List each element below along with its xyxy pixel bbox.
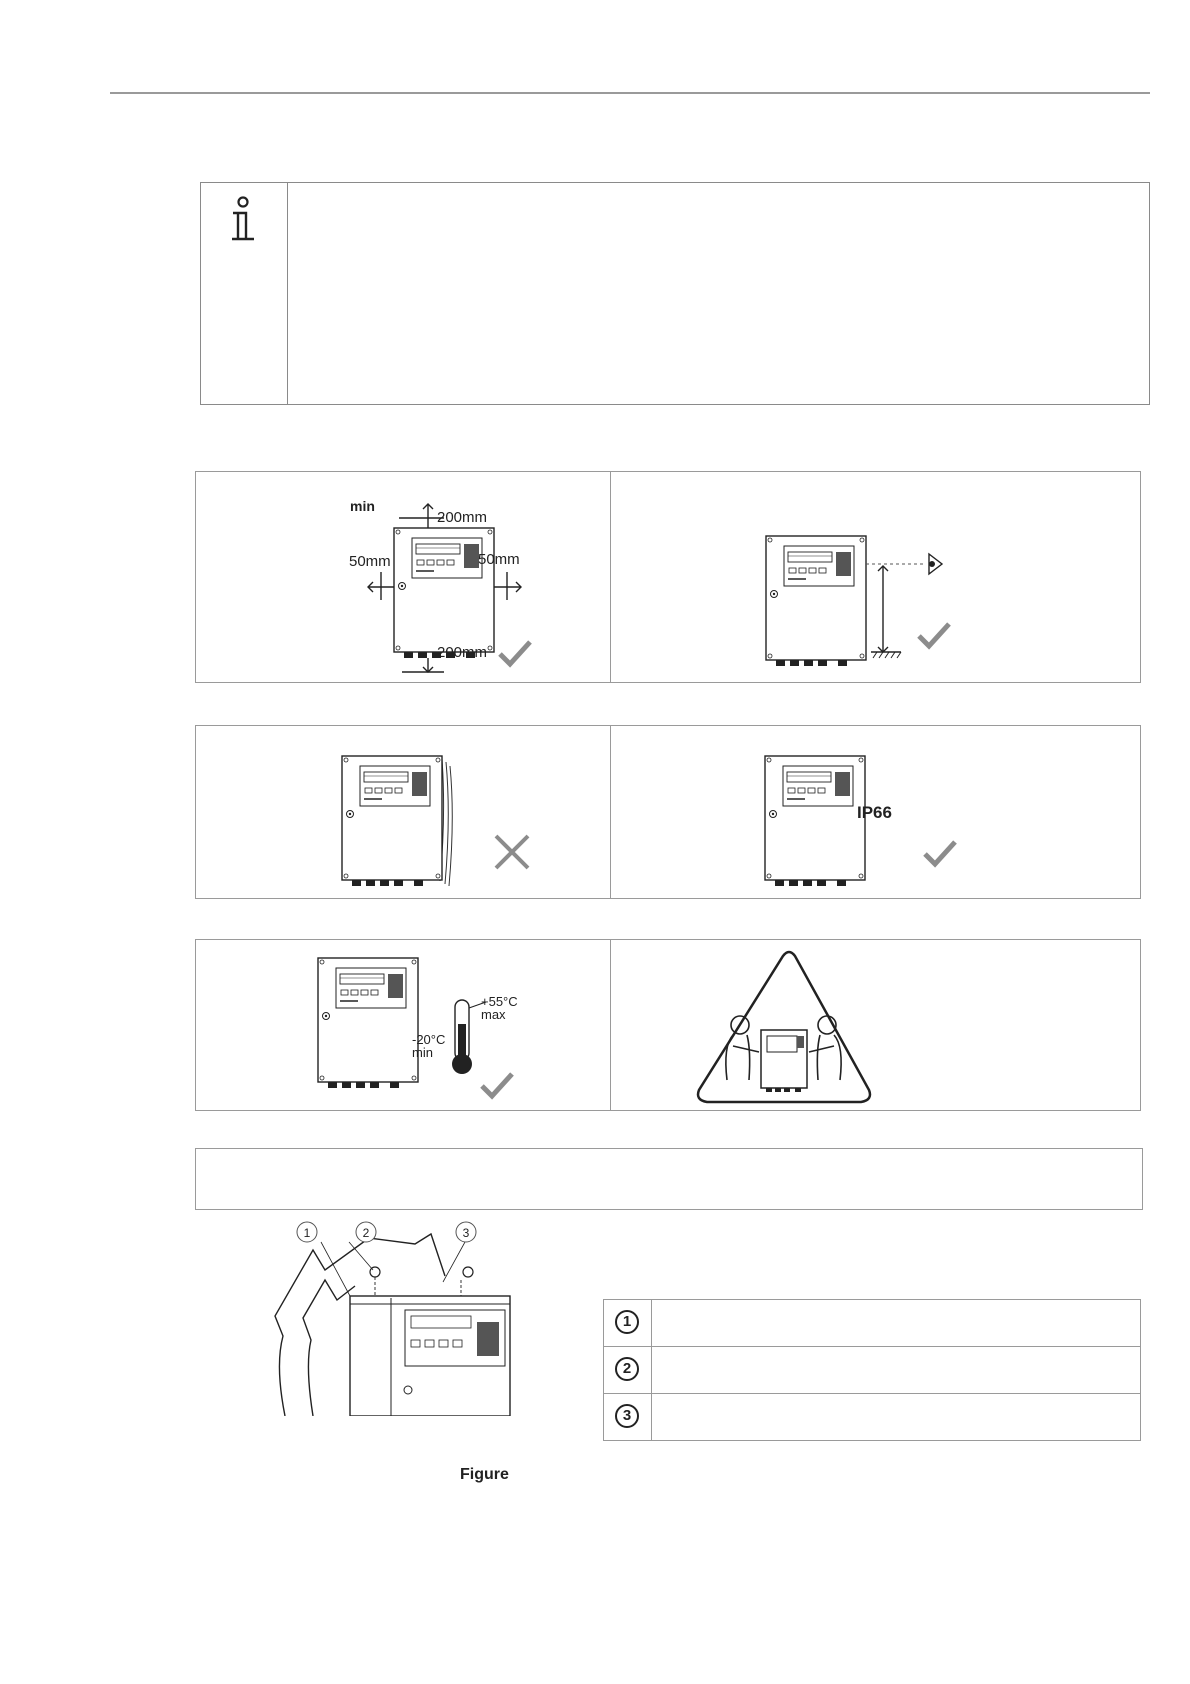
info-icon bbox=[223, 195, 263, 245]
legend-number: 1 bbox=[615, 1310, 639, 1334]
header-rule bbox=[110, 92, 1150, 94]
figure-caption: Figure bbox=[460, 1466, 509, 1483]
thermometer-icon bbox=[452, 1000, 472, 1074]
legend-row-1 bbox=[604, 1300, 1140, 1346]
temperature-max-word: max bbox=[481, 1007, 506, 1022]
installation-figures-row-2 bbox=[195, 725, 1141, 899]
info-divider bbox=[287, 183, 288, 404]
enclosure-drawing bbox=[342, 756, 442, 886]
enclosure-drawing bbox=[394, 528, 494, 658]
legend-number-cell bbox=[604, 1394, 652, 1440]
enclosure-drawing bbox=[766, 536, 866, 666]
check-icon bbox=[500, 642, 530, 664]
viewing-height-figure bbox=[611, 472, 1141, 682]
vibration-figure bbox=[196, 726, 610, 898]
enclosure-drawing bbox=[318, 958, 418, 1088]
clearance-right-value: 50mm bbox=[478, 551, 520, 568]
callout-1-number: 1 bbox=[303, 1226, 311, 1240]
protection-rating-figure bbox=[611, 726, 1141, 898]
callout-3 bbox=[456, 1222, 476, 1242]
wall-mounting-diagram bbox=[265, 1216, 527, 1416]
check-icon bbox=[925, 842, 955, 864]
callout-2-number: 2 bbox=[362, 1226, 370, 1240]
mounting-note-box bbox=[195, 1148, 1143, 1210]
clearance-min-label: min bbox=[350, 498, 375, 514]
clearance-bottom-value: 200mm bbox=[437, 644, 488, 661]
temperature-min-value: -20°C bbox=[412, 1032, 446, 1047]
check-icon bbox=[919, 624, 949, 646]
screw-2 bbox=[370, 1267, 380, 1296]
enclosure-drawing bbox=[350, 1296, 510, 1416]
info-note-box bbox=[200, 182, 1150, 405]
installation-figures-row-3 bbox=[195, 939, 1141, 1111]
eye-icon bbox=[929, 554, 942, 574]
legend-number: 2 bbox=[615, 1357, 639, 1381]
legend-row-3 bbox=[604, 1393, 1140, 1440]
clearance-top-value: 200mm bbox=[437, 509, 488, 526]
two-person-lift-warning-icon bbox=[698, 952, 870, 1102]
clearance-figure bbox=[196, 472, 610, 682]
callout-2 bbox=[356, 1222, 376, 1242]
callout-3-number: 3 bbox=[462, 1226, 470, 1240]
screw-3 bbox=[461, 1267, 473, 1296]
ip-rating-label: IP66 bbox=[857, 803, 892, 822]
enclosure-drawing bbox=[765, 756, 865, 886]
temperature-min-word: min bbox=[412, 1045, 433, 1060]
check-icon bbox=[482, 1074, 512, 1096]
two-person-lift-figure bbox=[611, 940, 1141, 1110]
temperature-max-value: +55°C bbox=[481, 994, 518, 1009]
installation-figures-row-1 bbox=[195, 471, 1141, 683]
legend-number-cell bbox=[604, 1300, 652, 1346]
clearance-left-value: 50mm bbox=[349, 553, 391, 570]
legend-number-cell bbox=[604, 1347, 652, 1393]
callout-1 bbox=[297, 1222, 317, 1242]
temperature-figure bbox=[196, 940, 610, 1110]
legend-table bbox=[603, 1299, 1141, 1441]
legend-row-2 bbox=[604, 1346, 1140, 1393]
cross-icon bbox=[496, 836, 528, 868]
legend-number: 3 bbox=[615, 1404, 639, 1428]
